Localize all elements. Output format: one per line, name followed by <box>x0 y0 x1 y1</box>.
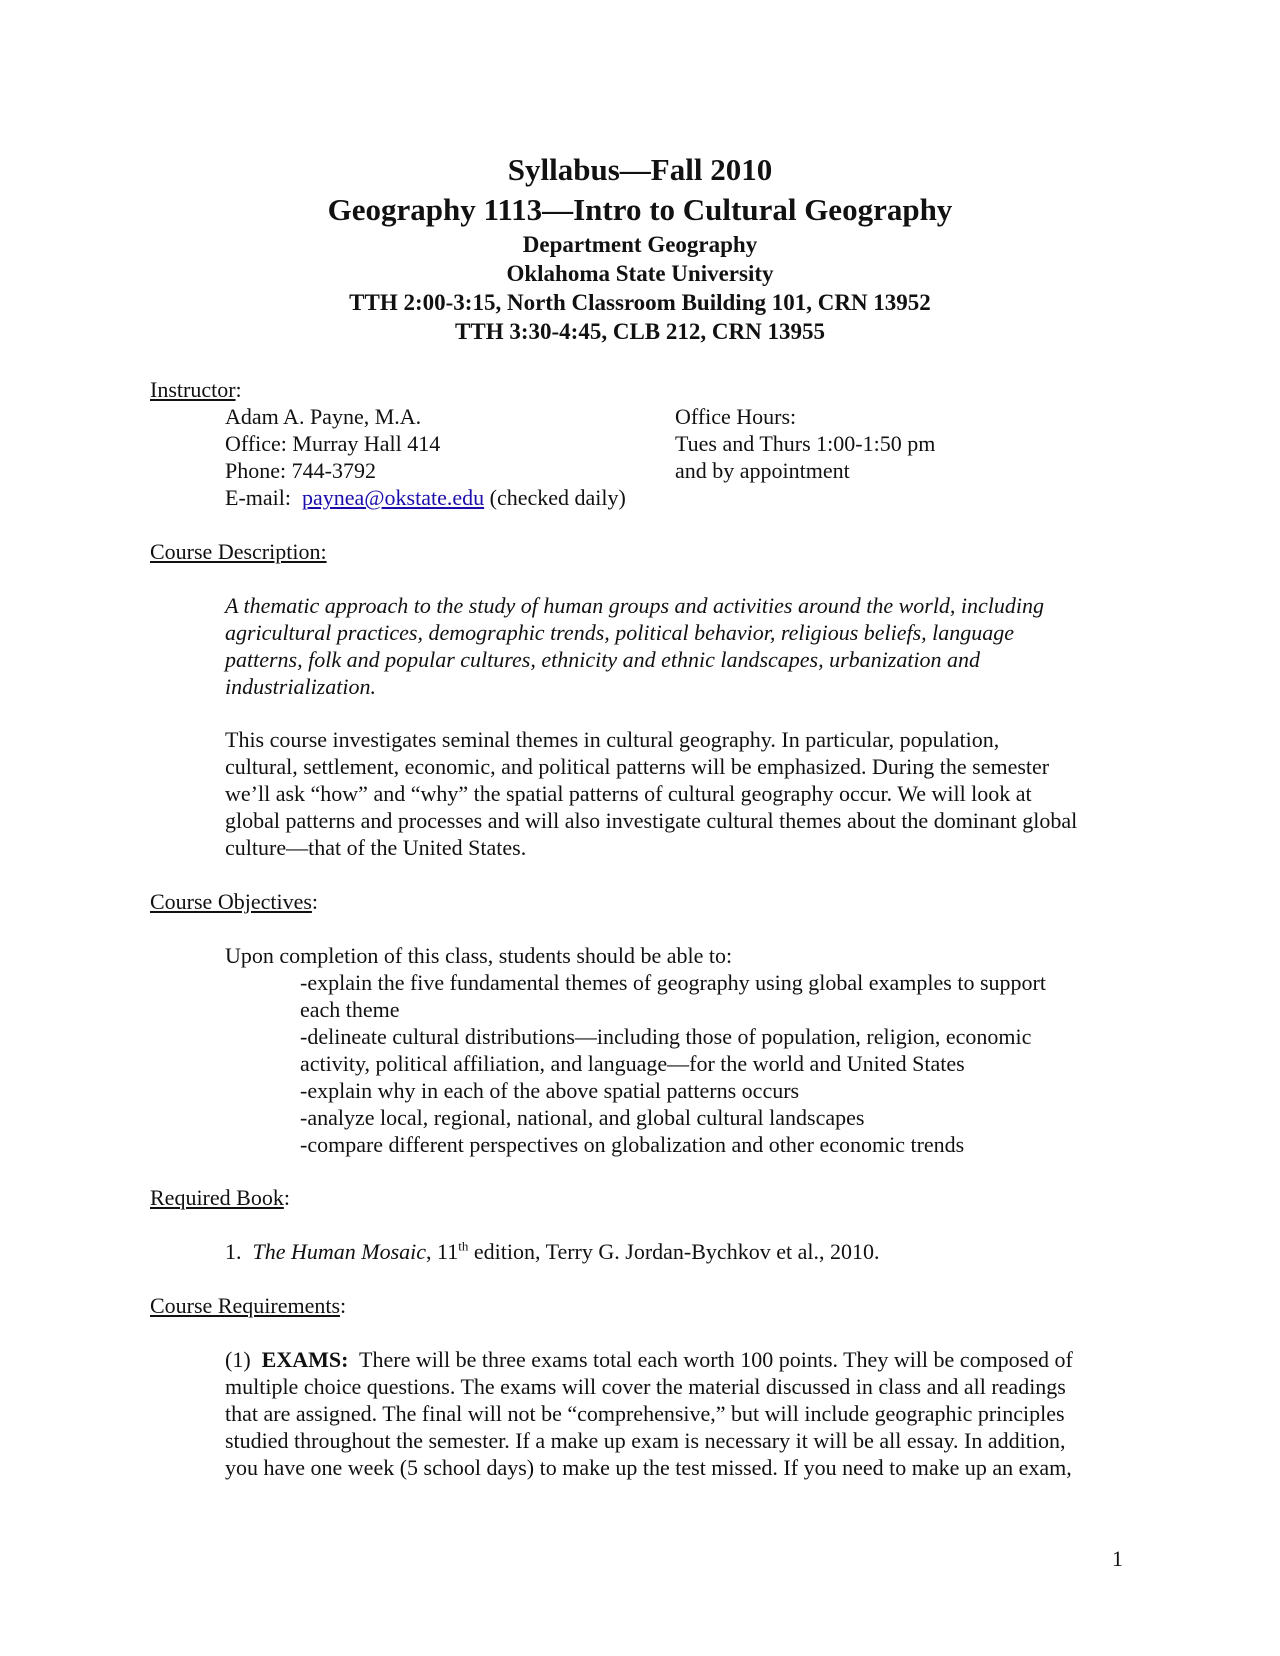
description-line: cultural, settlement, economic, and political patterns will be emphasized. During the semester <box>225 754 1050 779</box>
book-details: edition, Terry G. Jordan-Bychkov et al., 2010. <box>473 1239 880 1264</box>
catalog-description <box>225 592 1125 700</box>
objective-line: -compare different perspectives on globalization and other economic trends <box>300 1132 965 1157</box>
item-number: (1) <box>225 1347 251 1372</box>
description-line: global patterns and processes and will also investigate cultural themes about the dominant global <box>225 808 1078 833</box>
office-hours-label: Office Hours: <box>675 404 797 429</box>
course-description-body <box>225 726 1125 861</box>
book-number: 1. <box>225 1239 242 1264</box>
office-hours: Tues and Thurs 1:00-1:50 pm <box>675 431 936 456</box>
description-line: This course investigates seminal themes in cultural geography. In particular, population, <box>225 727 1000 752</box>
objective-line: each theme <box>300 997 400 1022</box>
objective-line: -analyze local, regional, national, and global cultural landscapes <box>300 1105 865 1130</box>
exams-line: multiple choice questions. The exams will cover the material discussed in class and all readings <box>225 1374 1066 1399</box>
course-title: Geography 1113—Intro to Cultural Geography <box>327 192 953 227</box>
objectives-intro: Upon completion of this class, students should be able to: <box>225 943 733 968</box>
book-edition-suffix: th <box>458 1238 469 1254</box>
objectives-heading: Course Objectives: <box>150 889 319 914</box>
description-italic-line: agricultural practices, demographic trends, political behavior, religious beliefs, language <box>225 620 1015 645</box>
description-heading: Course Description: <box>150 539 327 564</box>
instructor-heading: Instructor: <box>150 377 242 402</box>
instructor-email-line <box>225 484 626 511</box>
objectives-list <box>300 969 1046 1158</box>
section-2: TTH 3:30-4:45, CLB 212, CRN 13955 <box>455 319 825 344</box>
email-link[interactable]: paynea@okstate.edu <box>301 485 485 510</box>
exams-first-line <box>225 1346 1125 1373</box>
department: Department Geography <box>522 232 758 257</box>
section-1: TTH 2:00-3:15, North Classroom Building 101, CRN 13952 <box>349 290 931 315</box>
book-entry: 1. The Human Mosaic, 11th edition, Terry G. Jordan-Bychkov et al., 2010. <box>225 1238 880 1264</box>
book-edition: 11 <box>437 1239 459 1264</box>
instructor-office: Office: Murray Hall 414 <box>225 431 441 456</box>
instructor-name: Adam A. Payne, M.A. <box>225 404 422 429</box>
requirements-heading: Course Requirements: <box>150 1293 347 1318</box>
exams-paragraph <box>225 1346 1125 1481</box>
email-note: (checked daily) <box>489 485 626 510</box>
description-italic-line: patterns, folk and popular cultures, ethnicity and ethnic landscapes, urbanization and <box>225 647 981 672</box>
description-italic-line: industrialization. <box>225 674 376 699</box>
page-number: 1 <box>1112 1546 1123 1571</box>
objective-line: -explain the five fundamental themes of geography using global examples to support <box>300 970 1046 995</box>
office-hours-note: and by appointment <box>675 458 850 483</box>
objective-line: -delineate cultural distributions—including those of population, religion, economic <box>300 1024 1032 1049</box>
description-italic-line: A thematic approach to the study of human groups and activities around the world, including <box>225 593 1045 618</box>
exams-line: that are assigned. The final will not be “comprehensive,” but will include geographic principles <box>225 1401 1065 1426</box>
exams-label: EXAMS: <box>261 1347 349 1372</box>
objective-line: -explain why in each of the above spatial patterns occurs <box>300 1078 800 1103</box>
objective-line: activity, political affiliation, and language—for the world and United States <box>300 1051 965 1076</box>
description-line: culture—that of the United States. <box>225 835 527 860</box>
page-title: Syllabus—Fall 2010 <box>507 152 773 187</box>
title-block <box>0 150 1280 346</box>
book-title: The Human Mosaic <box>252 1239 427 1264</box>
instructor-phone: Phone: 744-3792 <box>225 458 376 483</box>
exams-line: you have one week (5 school days) to make up the test missed. If you need to make up an exam, <box>225 1455 1072 1480</box>
book-heading: Required Book: <box>150 1185 290 1210</box>
exams-line: studied throughout the semester. If a make up exam is necessary it will be all essay. In addition, <box>225 1428 1066 1453</box>
university: Oklahoma State University <box>506 261 774 286</box>
exams-text: There will be three exams total each worth 100 points. They will be composed of <box>359 1347 1073 1372</box>
email-label: E-mail: <box>225 485 291 510</box>
description-line: we’ll ask “how” and “why” the spatial patterns of cultural geography occur. We will look at <box>225 781 1032 806</box>
